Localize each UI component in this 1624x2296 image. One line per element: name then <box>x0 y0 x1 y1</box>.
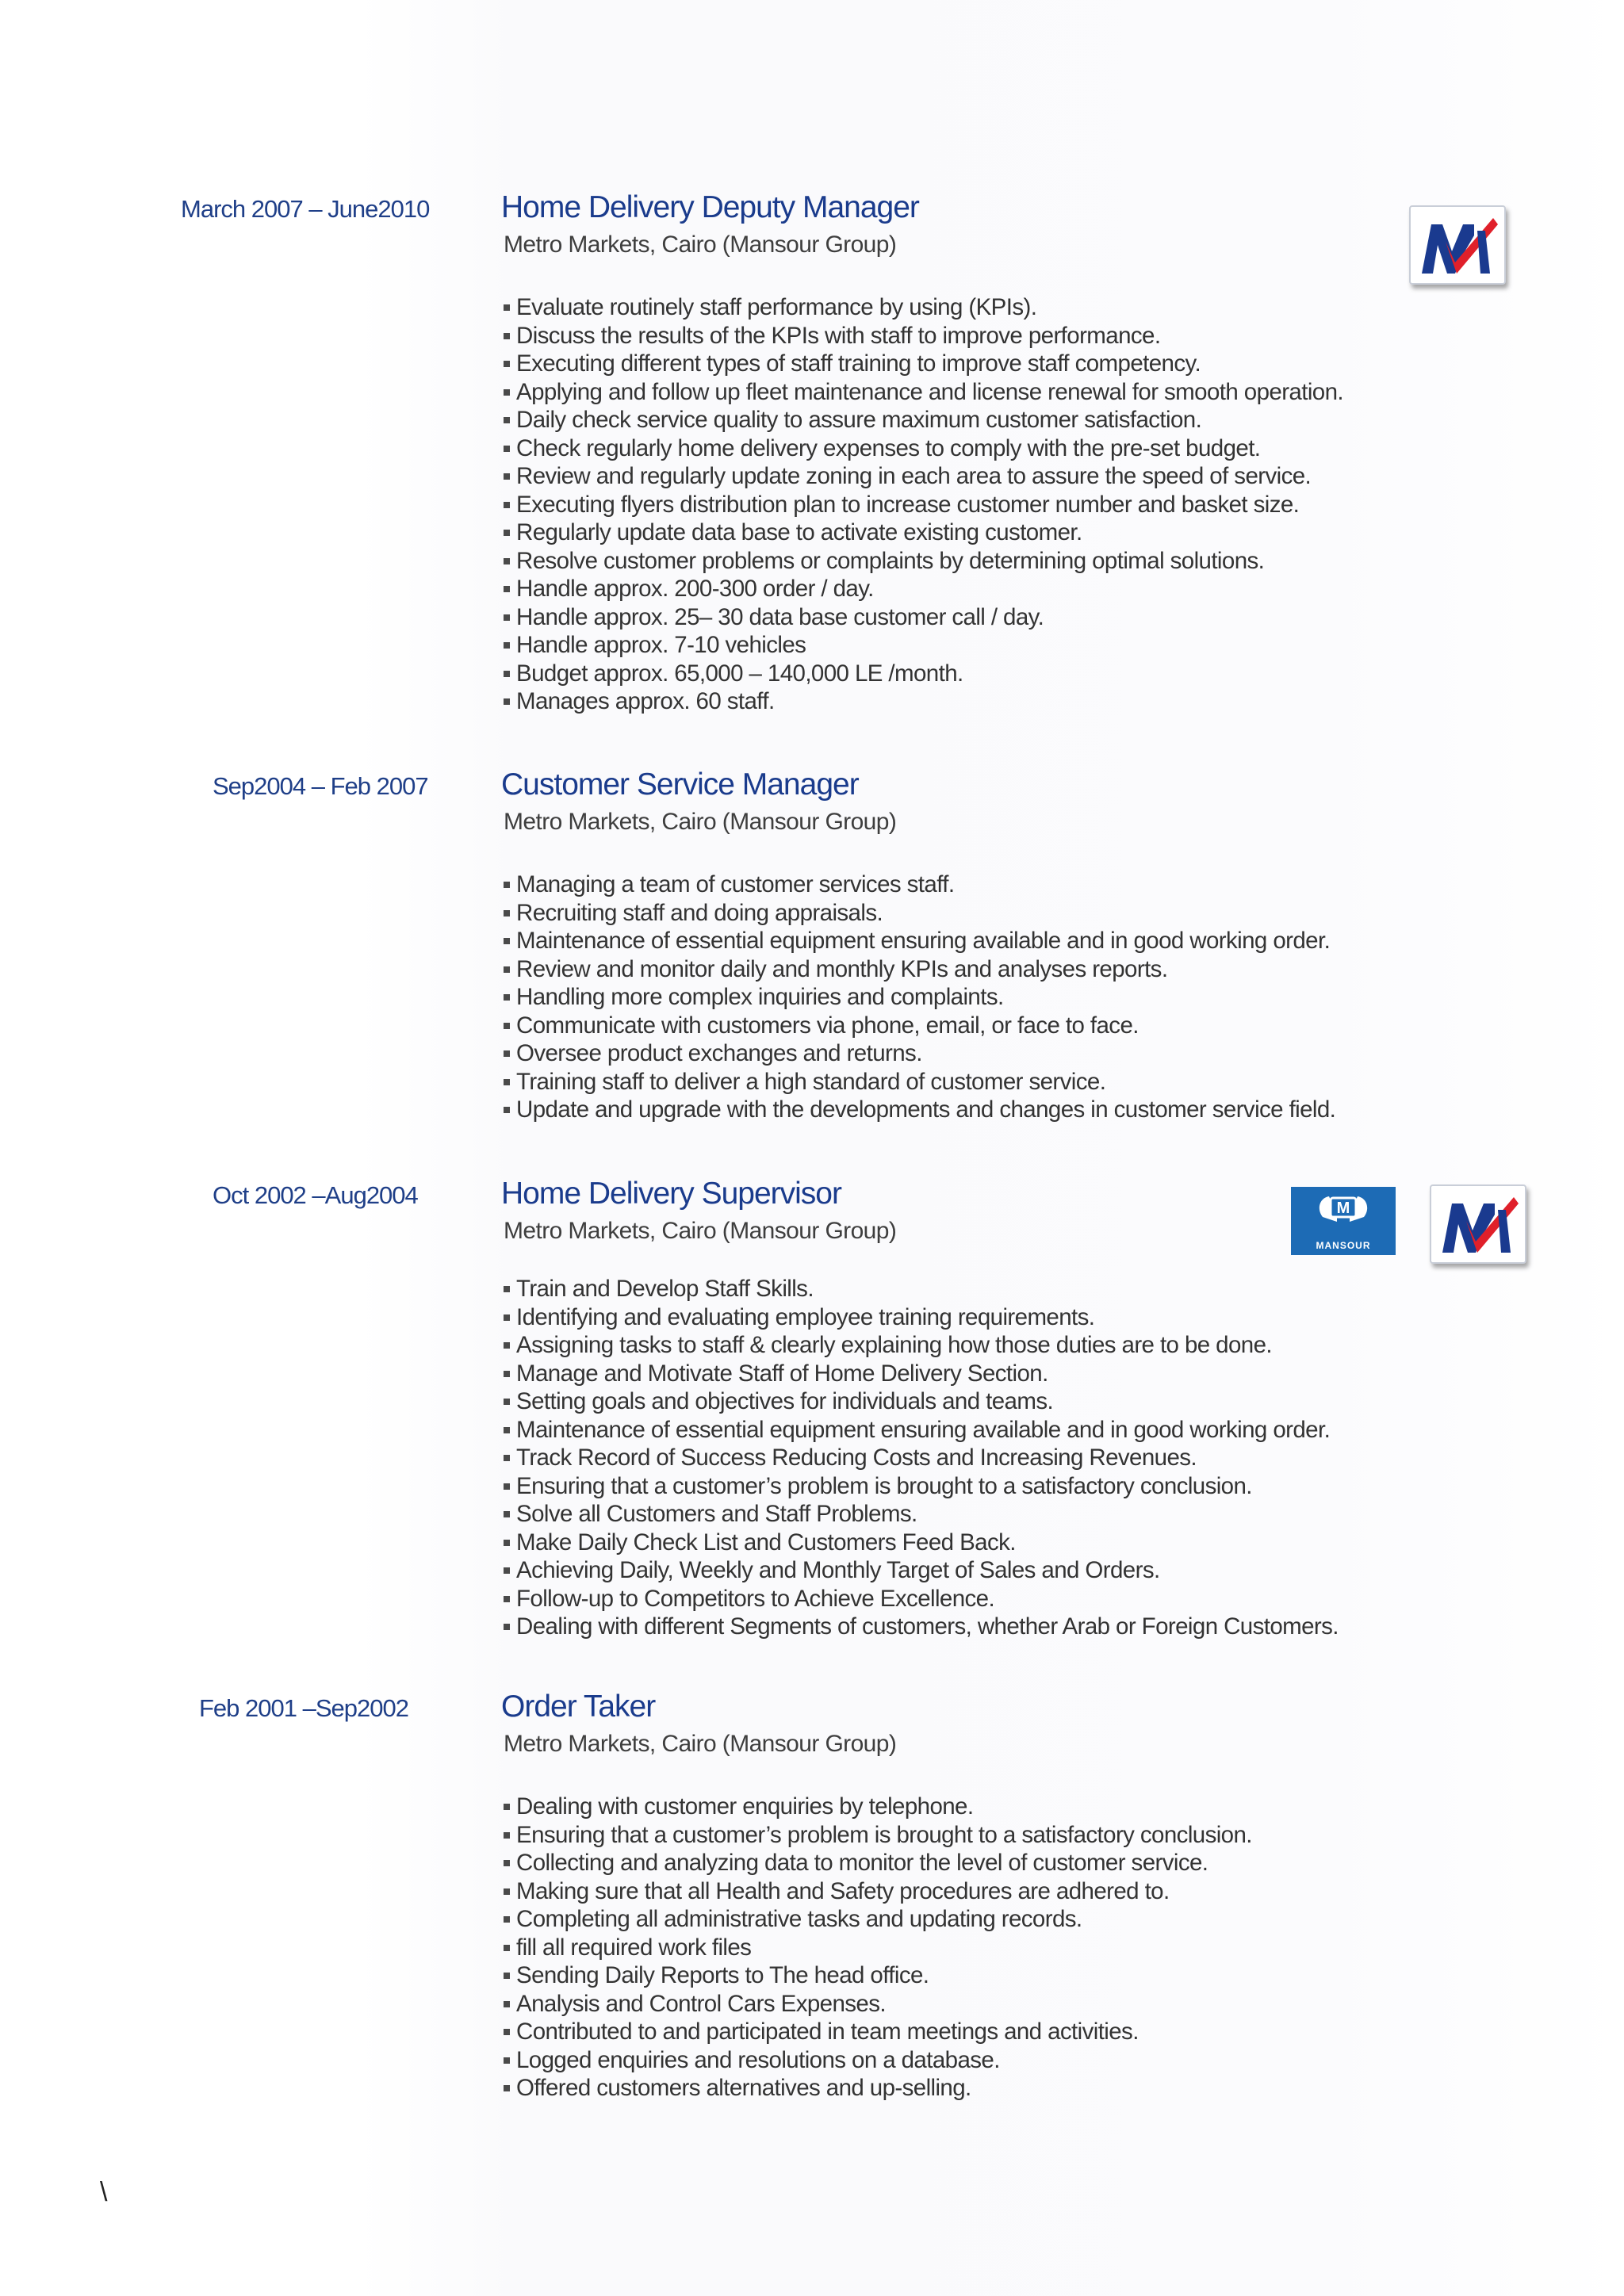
job-title: Customer Service Manager <box>501 767 859 802</box>
footer-mark: \ <box>100 2177 108 2207</box>
list-item: Review and regularly update zoning in each area to assure the speed of service. <box>503 462 1343 491</box>
list-item: Make Daily Check List and Customers Feed Back. <box>503 1529 1339 1557</box>
metro-logo-icon <box>1430 1184 1526 1264</box>
list-item: Handling more complex inquiries and complaints. <box>503 983 1335 1012</box>
job-title: Home Delivery Deputy Manager <box>501 190 919 224</box>
list-item: Track Record of Success Reducing Costs and Increasing Revenues. <box>503 1444 1339 1472</box>
mansour-logo-text: MANSOUR <box>1316 1240 1371 1251</box>
list-item: Oversee product exchanges and returns. <box>503 1039 1335 1068</box>
list-item: Evaluate routinely staff performance by using (KPIs). <box>503 293 1343 322</box>
list-item: Dealing with customer enquiries by telephone. <box>503 1793 1252 1821</box>
list-item: Dealing with different Segments of customers, whether Arab or Foreign Customers. <box>503 1613 1339 1641</box>
list-item: Training staff to deliver a high standard of customer service. <box>503 1068 1335 1096</box>
list-item: Ensuring that a customer’s problem is brought to a satisfactory conclusion. <box>503 1472 1339 1501</box>
list-item: Manage and Motivate Staff of Home Delivery Section. <box>503 1360 1339 1388</box>
job-company: Metro Markets, Cairo (Mansour Group) <box>504 1218 897 1244</box>
list-item: Contributed to and participated in team meetings and activities. <box>503 2018 1252 2046</box>
list-item: Maintenance of essential equipment ensuring available and in good working order. <box>503 1416 1339 1445</box>
list-item: Setting goals and objectives for individuals and teams. <box>503 1387 1339 1416</box>
list-item: Review and monitor daily and monthly KPIs and analyses reports. <box>503 955 1335 984</box>
list-item: Ensuring that a customer’s problem is brought to a satisfactory conclusion. <box>503 1821 1252 1850</box>
list-item: Check regularly home delivery expenses to comply with the pre-set budget. <box>503 434 1343 463</box>
job-duties-list <box>503 871 1335 1124</box>
list-item: Executing flyers distribution plan to increase customer number and basket size. <box>503 491 1343 519</box>
list-item: Executing different types of staff training to improve staff competency. <box>503 350 1343 378</box>
list-item: Update and upgrade with the developments and changes in customer service field. <box>503 1096 1335 1124</box>
list-item: Managing a team of customer services staff. <box>503 871 1335 899</box>
metro-logo-icon <box>1409 205 1506 285</box>
list-item: Logged enquiries and resolutions on a database. <box>503 2046 1252 2075</box>
mansour-logo-icon <box>1291 1187 1396 1255</box>
list-item: Completing all administrative tasks and updating records. <box>503 1905 1252 1934</box>
list-item: Collecting and analyzing data to monitor the level of customer service. <box>503 1849 1252 1877</box>
list-item: Handle approx. 25– 30 data base customer call / day. <box>503 603 1343 632</box>
list-item: Regularly update data base to activate existing customer. <box>503 519 1343 547</box>
job-dates: Feb 2001 –Sep2002 <box>199 1694 408 1722</box>
list-item: Sending Daily Reports to The head office. <box>503 1961 1252 1990</box>
job-duties-list <box>503 1275 1339 1641</box>
list-item: Identifying and evaluating employee training requirements. <box>503 1303 1339 1332</box>
list-item: Making sure that all Health and Safety procedures are adhered to. <box>503 1877 1252 1906</box>
job-company: Metro Markets, Cairo (Mansour Group) <box>504 1731 897 1757</box>
job-company: Metro Markets, Cairo (Mansour Group) <box>504 809 897 835</box>
list-item: Follow-up to Competitors to Achieve Excellence. <box>503 1585 1339 1613</box>
list-item: Applying and follow up fleet maintenance and license renewal for smooth operation. <box>503 378 1343 407</box>
job-dates: Oct 2002 –Aug2004 <box>213 1181 418 1209</box>
list-item: Handle approx. 7-10 vehicles <box>503 631 1343 660</box>
job-company: Metro Markets, Cairo (Mansour Group) <box>504 232 897 258</box>
job-duties-list <box>503 293 1343 716</box>
list-item: Maintenance of essential equipment ensuring available and in good working order. <box>503 927 1335 955</box>
list-item: Daily check service quality to assure maximum customer satisfaction. <box>503 406 1343 434</box>
job-title: Order Taker <box>501 1689 656 1724</box>
job-dates: Sep2004 – Feb 2007 <box>213 772 428 800</box>
list-item: Handle approx. 200-300 order / day. <box>503 575 1343 603</box>
list-item: Assigning tasks to staff & clearly explaining how those duties are to be done. <box>503 1331 1339 1360</box>
list-item: Recruiting staff and doing appraisals. <box>503 899 1335 928</box>
list-item: Train and Develop Staff Skills. <box>503 1275 1339 1303</box>
list-item: fill all required work files <box>503 1934 1252 1962</box>
list-item: Resolve customer problems or complaints by determining optimal solutions. <box>503 547 1343 576</box>
list-item: Manages approx. 60 staff. <box>503 687 1343 716</box>
list-item: Discuss the results of the KPIs with staff to improve performance. <box>503 322 1343 350</box>
job-dates: March 2007 – June2010 <box>181 195 430 223</box>
list-item: Budget approx. 65,000 – 140,000 LE /month. <box>503 660 1343 688</box>
svg-text:M: M <box>1336 1200 1350 1217</box>
list-item: Achieving Daily, Weekly and Monthly Target of Sales and Orders. <box>503 1556 1339 1585</box>
job-title: Home Delivery Supervisor <box>501 1177 841 1211</box>
job-duties-list <box>503 1793 1252 2103</box>
list-item: Analysis and Control Cars Expenses. <box>503 1990 1252 2019</box>
list-item: Solve all Customers and Staff Problems. <box>503 1500 1339 1529</box>
list-item: Communicate with customers via phone, email, or face to face. <box>503 1012 1335 1040</box>
list-item: Offered customers alternatives and up-selling. <box>503 2074 1252 2103</box>
